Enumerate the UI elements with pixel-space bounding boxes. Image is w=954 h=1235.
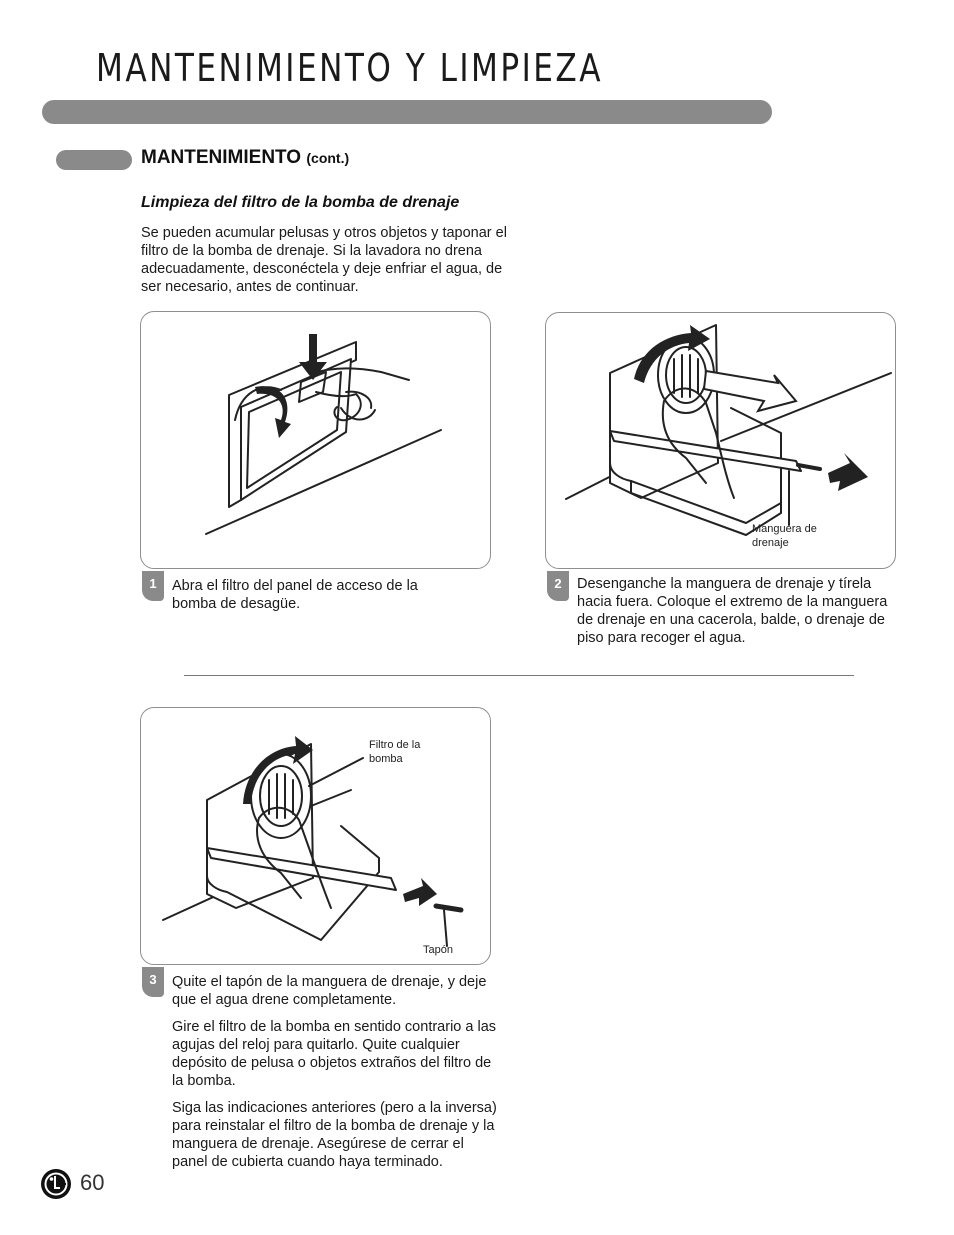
title-bar xyxy=(42,100,772,124)
step-1-badge: 1 xyxy=(142,571,164,601)
step-2-text xyxy=(577,575,902,656)
step-2-paragraph-1: Desenganche la manguera de drenaje y tírela hacia fuera. Coloque el extremo de la manguera de drenaje en una cacerola, balde, o drenaje de piso para recoger el agua. xyxy=(577,576,888,646)
step-1-illustration xyxy=(140,311,491,569)
section-pill xyxy=(56,150,132,170)
subheading: Limpieza del filtro de la bomba de drenaje xyxy=(141,194,460,211)
page-number: 60 xyxy=(80,1170,105,1195)
step-3-paragraph-2: Gire el filtro de la bomba en sentido contrario a las agujas del reloj para quitarlo. Quite cualquier depósito de pelusa o objetos extraños del filtro de la bomba. xyxy=(172,1019,497,1089)
section-heading-text: MANTENIMIENTO xyxy=(141,147,302,168)
step-3-callout-pump-filter: Filtro de la bomba xyxy=(369,739,421,765)
lg-logo-icon xyxy=(40,1168,72,1200)
step-2-badge: 2 xyxy=(547,571,569,601)
step-1-paragraph-1: Abra el filtro del panel de acceso de la bomba de desagüe. xyxy=(172,578,418,612)
step-3-paragraph-3: Siga las indicaciones anteriores (pero a la inversa) para reinstalar el filtro de la bomba de drenaje y la manguera de drenaje. Asegúrese de cerrar el panel de cubierta cuando haya terminado. xyxy=(172,1100,497,1170)
step-2-illustration xyxy=(545,312,896,569)
step-3-badge: 3 xyxy=(142,967,164,997)
intro-paragraph: Se pueden acumular pelusas y otros objetos y taponar el filtro de la bomba de drenaje. Si la lavadora no drena adecuadamente, desconéctela y deje enfriar el agua, de ser necesario, antes de continuar. xyxy=(141,225,507,295)
section-heading-cont: (cont.) xyxy=(306,150,350,166)
step-3-callout-cap: Tapón xyxy=(423,944,453,956)
step-3-illustration xyxy=(140,707,491,965)
step-3-text xyxy=(172,973,497,1180)
section-divider xyxy=(184,675,854,676)
open-filter-panel-illustration xyxy=(141,312,489,567)
page-title: MANTENIMIENTO Y LIMPIEZA xyxy=(96,46,604,90)
step-1-text xyxy=(172,577,462,622)
step-3-paragraph-1: Quite el tapón de la manguera de drenaje, y deje que el agua drene completamente. xyxy=(172,974,487,1008)
section-heading xyxy=(141,147,349,169)
step-2-callout-drain-hose: Manguera de drenaje xyxy=(752,523,817,549)
